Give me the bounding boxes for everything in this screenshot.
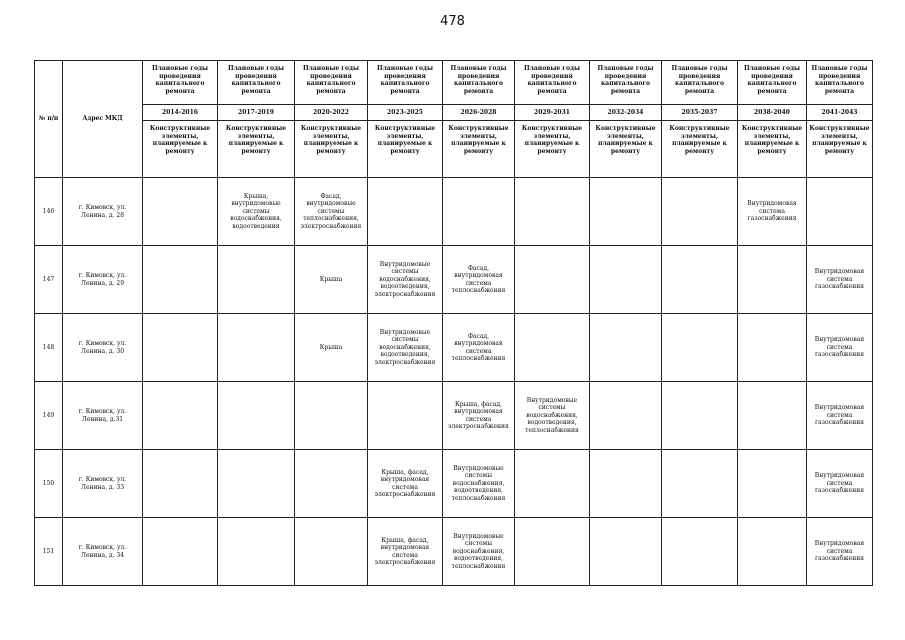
row-address: г. Кимовск, ул. Ленина, д. 33 [63, 450, 143, 518]
planned-works-cell [515, 450, 590, 518]
header-title: Плановые годы проведения капитального ремонта [218, 61, 295, 105]
planned-works-cell: Внутридомовая система газоснабжения [807, 246, 873, 314]
row-address: г. Кимовск, ул. Ленина, д. 29 [63, 246, 143, 314]
header-row-elements [35, 121, 873, 178]
planned-works-cell [590, 178, 662, 246]
planned-works-cell [662, 246, 738, 314]
planned-works-cell [590, 246, 662, 314]
header-title: Плановые годы проведения капитального ремонта [590, 61, 662, 105]
planned-works-cell [738, 450, 807, 518]
header-elements: Конструктивные элементы, планируемые к ремонту [738, 121, 807, 178]
planned-works-cell: Фасад, внутридомовая система теплоснабжения [443, 314, 515, 382]
planned-works-cell: Крыша, внутридомовые системы водоснабжения, водоотведения [218, 178, 295, 246]
planned-works-cell [143, 246, 218, 314]
planned-works-cell: Внутридомовая система газоснабжения [807, 382, 873, 450]
planned-works-cell [218, 246, 295, 314]
planned-works-cell [738, 518, 807, 586]
planned-works-cell [590, 450, 662, 518]
row-number: 150 [35, 450, 63, 518]
planned-works-cell [738, 314, 807, 382]
header-title: Плановые годы проведения капитального ремонта [738, 61, 807, 105]
header-years: 2038-2040 [738, 105, 807, 121]
header-address: Адрес МКД [63, 61, 143, 178]
header-elements: Конструктивные элементы, планируемые к ремонту [368, 121, 443, 178]
planned-works-cell [443, 178, 515, 246]
planned-works-cell [218, 382, 295, 450]
planned-works-cell: Крыша [295, 246, 368, 314]
planned-works-cell: Внутридомовые системы водоснабжения, водоотведения, электроснабжения [368, 246, 443, 314]
planned-works-cell: Крыша, фасад, внутридомовая система электроснабжения [368, 518, 443, 586]
header-years: 2029-2031 [515, 105, 590, 121]
header-elements: Конструктивные элементы, планируемые к ремонту [515, 121, 590, 178]
table-body [35, 61, 873, 586]
planned-works-cell [515, 178, 590, 246]
row-number: 148 [35, 314, 63, 382]
planned-works-cell: Внутридомовая система газоснабжения [738, 178, 807, 246]
planned-works-cell: Внутридомовая система газоснабжения [807, 450, 873, 518]
page-number: 478 [440, 14, 465, 29]
planned-works-cell [662, 450, 738, 518]
header-title: Плановые годы проведения капитального ремонта [662, 61, 738, 105]
header-title: Плановые годы проведения капитального ремонта [368, 61, 443, 105]
row-address: г. Кимовск, ул. Ленина, д. 34 [63, 518, 143, 586]
table-row [35, 178, 873, 246]
header-years: 2023-2025 [368, 105, 443, 121]
header-row-titles [35, 61, 873, 105]
header-years: 2017-2019 [218, 105, 295, 121]
planned-works-cell [662, 314, 738, 382]
planned-works-cell [738, 246, 807, 314]
planned-works-cell: Внутридомовые системы водоснабжения, водоотведения, теплоснабжения [443, 450, 515, 518]
planned-works-cell: Внутридомовые системы водоснабжения, водоотведения, теплоснабжения [515, 382, 590, 450]
planned-works-cell [662, 518, 738, 586]
header-elements: Конструктивные элементы, планируемые к ремонту [443, 121, 515, 178]
row-number: 151 [35, 518, 63, 586]
header-title: Плановые годы проведения капитального ремонта [443, 61, 515, 105]
header-years: 2026-2028 [443, 105, 515, 121]
row-number: 147 [35, 246, 63, 314]
planned-works-cell [143, 450, 218, 518]
row-number: 149 [35, 382, 63, 450]
header-years: 2014-2016 [143, 105, 218, 121]
planned-works-cell [218, 518, 295, 586]
planned-works-cell [590, 314, 662, 382]
planned-works-cell [515, 246, 590, 314]
planned-works-cell [515, 518, 590, 586]
planned-works-cell: Внутридомовая система газоснабжения [807, 314, 873, 382]
planned-works-cell [295, 382, 368, 450]
planned-works-cell [143, 178, 218, 246]
row-address: г. Кимовск, ул. Ленина, д. 28 [63, 178, 143, 246]
table-row [35, 518, 873, 586]
header-title: Плановые годы проведения капитального ремонта [295, 61, 368, 105]
header-num: № п/п [35, 61, 63, 178]
row-address: г. Кимовск, ул. Ленина, д.31 [63, 382, 143, 450]
header-row-years [35, 105, 873, 121]
header-years: 2032-2034 [590, 105, 662, 121]
header-elements: Конструктивные элементы, планируемые к ремонту [143, 121, 218, 178]
header-elements: Конструктивные элементы, планируемые к ремонту [662, 121, 738, 178]
planned-works-cell [218, 450, 295, 518]
planned-works-cell [368, 382, 443, 450]
planned-works-cell [295, 518, 368, 586]
planned-works-cell: Внутридомовые системы водоснабжения, водоотведения, теплоснабжения [443, 518, 515, 586]
planned-works-cell: Крыша [295, 314, 368, 382]
table-row [35, 450, 873, 518]
table-row [35, 382, 873, 450]
table-row [35, 246, 873, 314]
repair-schedule-table [34, 60, 873, 586]
header-years: 2035-2037 [662, 105, 738, 121]
planned-works-cell [368, 178, 443, 246]
planned-works-cell [662, 178, 738, 246]
table-row [35, 314, 873, 382]
row-address: г. Кимовск, ул. Ленина, д. 30 [63, 314, 143, 382]
planned-works-cell [143, 382, 218, 450]
planned-works-cell: Внутридомовые системы водоснабжения, водоотведения, электроснабжения [368, 314, 443, 382]
planned-works-cell [143, 518, 218, 586]
row-number: 146 [35, 178, 63, 246]
planned-works-cell: Фасад, внутридомовые системы теплоснабжения, электроснабжения [295, 178, 368, 246]
header-title: Плановые годы проведения капитального ремонта [515, 61, 590, 105]
planned-works-cell [807, 178, 873, 246]
header-years: 2020-2022 [295, 105, 368, 121]
planned-works-cell: Внутридомовая система газоснабжения [807, 518, 873, 586]
planned-works-cell [662, 382, 738, 450]
planned-works-cell: Фасад, внутридомовая система теплоснабжения [443, 246, 515, 314]
header-elements: Конструктивные элементы, планируемые к ремонту [295, 121, 368, 178]
planned-works-cell [295, 450, 368, 518]
planned-works-cell [143, 314, 218, 382]
planned-works-cell [590, 382, 662, 450]
planned-works-cell [590, 518, 662, 586]
header-title: Плановые годы проведения капитального ремонта [807, 61, 873, 105]
planned-works-cell [218, 314, 295, 382]
planned-works-cell [738, 382, 807, 450]
planned-works-cell: Крыша, фасад, внутридомовая система электроснабжения [368, 450, 443, 518]
header-elements: Конструктивные элементы, планируемые к ремонту [590, 121, 662, 178]
header-elements: Конструктивные элементы, планируемые к ремонту [218, 121, 295, 178]
planned-works-cell [515, 314, 590, 382]
planned-works-cell: Крыша, фасад, внутридомовая система электроснабжения [443, 382, 515, 450]
header-title: Плановые годы проведения капитального ремонта [143, 61, 218, 105]
header-elements: Конструктивные элементы, планируемые к ремонту [807, 121, 873, 178]
header-years: 2041-2043 [807, 105, 873, 121]
